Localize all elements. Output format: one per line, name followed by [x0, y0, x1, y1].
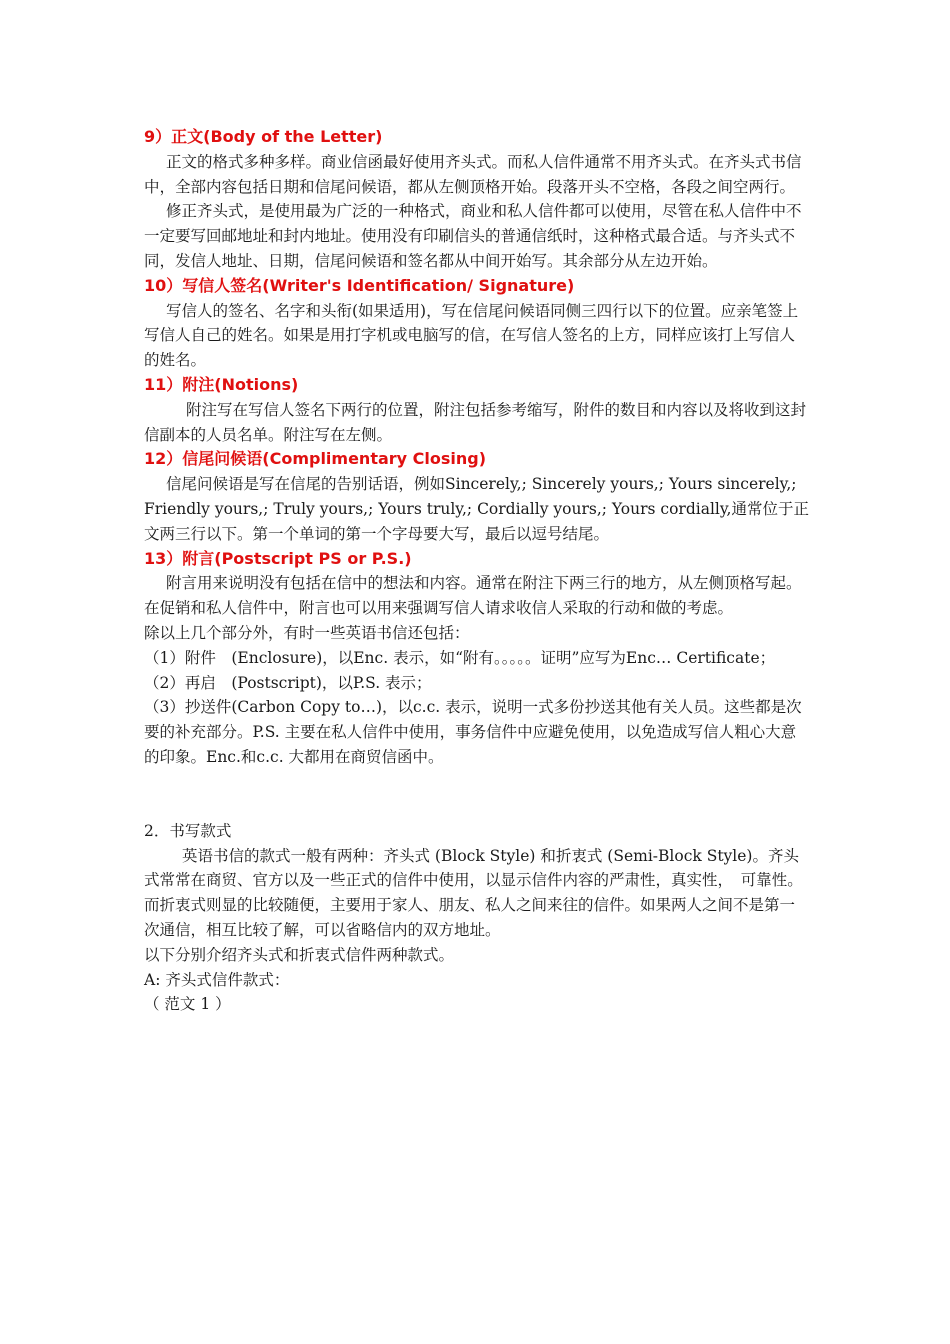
paragraph-notions: 附注写在写信人签名下两行的位置，附注包括参考缩写，附件的数目和内容以及将收到这封信副本的人员名单。附注写在左侧。 — [144, 400, 807, 444]
section-spacer — [144, 770, 809, 819]
format-section-title: 2．书写款式 — [144, 821, 232, 840]
paragraph-closing: 信尾问候语是写在信尾的告别话语，例如Sincerely,; Sincerely yours,; Yours sincerely,; Friendly yours,; Truly yours,; Yours truly,; Cordially yours,; Yours cordially,通常位于正文两三行以下。第一个单词的第一个字母要大写，最后以逗号结尾。 — [144, 475, 809, 543]
extras-item-postscript: （2）再启 (Postscript)，以P.S. 表示； — [144, 673, 432, 692]
format-section-sample-label: （ 范文 1 ） — [144, 995, 231, 1014]
document-content — [144, 125, 809, 1017]
paragraph-body-1: 正文的格式多种多样。商业信函最好使用齐头式。而私人信件通常不用齐头式。在齐头式书信中，全部内容包括日期和信尾问候语，都从左侧顶格开始。段落开头不空格，各段之间空两行。 — [144, 152, 802, 196]
extras-intro: 除以上几个部分外，有时一些英语书信还包括： — [144, 623, 470, 642]
paragraph-postscript: 附言用来说明没有包括在信中的想法和内容。通常在附注下两三行的地方，从左侧顶格写起。在促销和私人信件中，附言也可以用来强调写信人请求收信人采取的行动和做的考虑。 — [144, 574, 802, 618]
format-section-label-a: A: 齐头式信件款式： — [144, 970, 290, 989]
paragraph-signature: 写信人的签名、名字和头衔(如果适用)，写在信尾问候语同侧三四行以下的位置。应亲笔签上写信人自己的姓名。如果是用打字机或电脑写的信，在写信人签名的上方，同样应该打上写信人的姓名。 — [144, 301, 799, 370]
format-section-paragraph: 英语书信的款式一般有两种：齐头式 (Block Style) 和折衷式 (Semi-Block Style)。齐头式常常在商贸、官方以及一些正式的信件中使用，以显示信件内容的严肃性，真实性， 可靠性。而折衷式则显的比较随便，主要用于家人、朋友、私人之间来往的信件。如果两人之间不是第一次通信，相互比较了解，可以省略信内的双方地址。 — [144, 846, 803, 939]
section-heading-postscript: 13）附言(Postscript PS or P.S.) — [144, 548, 412, 568]
section-heading-closing: 12）信尾问候语(Complimentary Closing) — [144, 449, 487, 469]
extras-item-carbon-copy: （3）抄送件(Carbon Copy to…)，以c.c. 表示，说明一式多份抄送其他有关人员。这些都是次要的补充部分。P.S. 主要在私人信件中使用，事务信件中应避免使用，以免造成写信人粗心大意的印象。Enc.和c.c. 大都用在商贸信函中。 — [144, 698, 802, 766]
section-heading-body: 9）正文(Body of the Letter) — [144, 127, 383, 146]
extras-item-enclosure: （1）附件 (Enclosure)，以Enc. 表示，如“附有。。。。。证明”应写为Enc… Certificate； — [144, 648, 776, 667]
section-heading-notions: 11）附注(Notions) — [144, 374, 299, 394]
section-heading-signature: 10）写信人签名(Writer's Identification/ Signature) — [144, 275, 575, 295]
format-section-intro: 以下分别介绍齐头式和折衷式信件两种款式。 — [144, 945, 455, 964]
paragraph-body-2: 修正齐头式，是使用最为广泛的一种格式，商业和私人信件都可以使用，尽管在私人信件中不一定要写回邮地址和封内地址。使用没有印刷信头的普通信纸时，这种格式最合适。与齐头式不同，发信人地址、日期，信尾问候语和签名都从中间开始写。其余部分从左边开始。 — [144, 202, 802, 270]
